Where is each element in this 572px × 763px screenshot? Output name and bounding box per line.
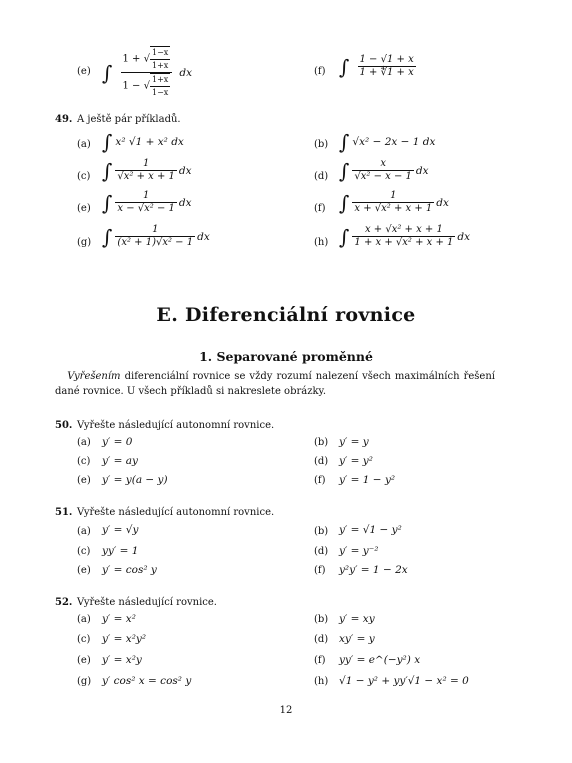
exercise-text: Vyřešte následující autonomní rovnice. <box>77 507 275 518</box>
equation: y′ = √y <box>102 524 139 536</box>
item-label: (c) <box>77 546 91 557</box>
item-label: (d) <box>314 634 329 645</box>
item-label: (b) <box>314 139 329 150</box>
item-label: (a) <box>77 614 91 625</box>
intro-paragraph <box>55 369 495 399</box>
integral-a: ∫ x² √1 + x² dx <box>102 130 184 154</box>
fraction-numerator: 1 <box>152 224 159 235</box>
fraction-denominator: x + √x² + x + 1 <box>354 203 433 214</box>
fraction-numerator: 1 − √1 + x <box>359 54 414 65</box>
section-title: E. Diferenciální rovnice <box>156 304 416 326</box>
equation: y′ = cos² y <box>102 564 157 576</box>
equation: y′ = y⁻² <box>339 545 379 557</box>
integral-f: ∫ $\frac{1 - √1 + x}{1 + ∜1 + x}$ <box>339 54 414 79</box>
num-left: 1 + <box>122 53 141 65</box>
integral-e: ∫ 1 + √ $\frac{1-x}{1+x}$ 1 − √ $\frac{1+x}{1-x}$ dx <box>102 48 193 97</box>
fraction-denominator: 1 + ∜1 + x <box>359 67 414 78</box>
item-label: (e) <box>77 66 91 77</box>
exercise-text: Vyřešte následující rovnice. <box>77 597 217 608</box>
equation: y′ = y <box>339 436 369 448</box>
fraction-numerator: 1 <box>142 190 150 201</box>
integral-c: ∫ $\frac{1}{\text{√x² + x + 1}}$ dx <box>102 158 192 183</box>
dx: dx <box>457 230 471 243</box>
exercise-text: A ještě pár příkladů. <box>77 114 181 125</box>
fraction-numerator: 1 <box>390 190 397 201</box>
item-label: (b) <box>314 614 329 625</box>
item-label: (c) <box>77 171 91 182</box>
integral-h: ∫ $\frac{\text{x + √x² + x + 1}}{\text{1 + x + √x² + x + 1}}$ dx <box>339 224 471 249</box>
fraction-numerator: 1 <box>142 158 150 169</box>
integrand: √x² − 2x − 1 dx <box>352 136 436 148</box>
page-number: 12 <box>279 705 293 716</box>
rad-den: 1+x <box>152 61 169 70</box>
exercise-number: 51. <box>55 507 73 518</box>
equation: y′ = y(a − y) <box>102 474 168 486</box>
exercise-number: 49. <box>55 114 73 125</box>
item-label: (a) <box>77 526 91 537</box>
item-label: (d) <box>314 456 329 467</box>
equation: y′ = √1 − y² <box>339 524 402 536</box>
item-label: (c) <box>77 634 91 645</box>
dx: dx <box>415 164 429 177</box>
dx: dx <box>179 66 193 79</box>
item-label: (f) <box>314 655 326 666</box>
equation: xy′ = y <box>339 633 375 645</box>
fraction-denominator: (x² + 1)√x² − 1 <box>117 237 194 248</box>
rad-num: 1−x <box>152 48 169 57</box>
exercise-number: 52. <box>55 597 73 608</box>
item-label: (d) <box>314 171 329 182</box>
equation: y′ = ay <box>102 455 138 467</box>
equation: y′ = x² <box>102 613 136 625</box>
integrand: x² √1 + x² dx <box>115 136 184 148</box>
equation: y′ = x²y <box>102 654 142 666</box>
item-label: (f) <box>314 66 326 77</box>
item-label: (g) <box>77 676 92 687</box>
equation: y²y′ = 1 − 2x <box>339 564 408 576</box>
fraction-numerator: x <box>380 158 386 169</box>
item-label: (g) <box>77 237 92 248</box>
item-label: (e) <box>77 475 91 486</box>
integral-f2: ∫ $\frac{1}{\text{x + √x² + x + 1}}$ dx <box>339 190 449 215</box>
fraction-denominator: √x² + x + 1 <box>117 171 175 182</box>
item-label: (f) <box>314 565 326 576</box>
item-label: (e) <box>77 203 91 214</box>
equation: √1 − y² + yy′√1 − x² = 0 <box>339 675 469 687</box>
fraction-denominator: 1 + x + √x² + x + 1 <box>354 237 454 248</box>
dx: dx <box>436 196 449 209</box>
equation: y′ = y² <box>339 455 373 467</box>
fraction-denominator: x − √x² − 1 <box>117 203 175 214</box>
integral-b: ∫ √x² − 2x − 1 dx <box>339 130 436 154</box>
item-label: (d) <box>314 546 329 557</box>
exercise-text: Vyřešte následující autonomní rovnice. <box>77 420 275 431</box>
rad-num: 1+x <box>152 75 169 84</box>
fraction-denominator: √x² − x − 1 <box>354 171 412 182</box>
item-label: (b) <box>314 437 329 448</box>
item-label: (a) <box>77 437 91 448</box>
rad-den: 1−x <box>152 88 169 97</box>
item-label: (f) <box>314 203 326 214</box>
item-label: (e) <box>77 565 91 576</box>
item-label: (a) <box>77 139 91 150</box>
equation: y′ = x²y² <box>102 633 147 645</box>
integral-g: ∫ $\frac{1}{\text{(x² + 1)√x² − 1}}$ dx <box>102 224 210 249</box>
equation: y′ = 0 <box>102 436 133 448</box>
item-label: (h) <box>314 676 329 687</box>
item-label: (c) <box>77 456 91 467</box>
item-label: (e) <box>77 655 91 666</box>
equation: y′ = 1 − y² <box>339 474 396 486</box>
integral-d: ∫ $\frac{x}{\text{√x² − x − 1}}$ dx <box>339 158 429 183</box>
subsection-title: 1. Separované proměnné <box>199 349 373 364</box>
den-left: 1 − <box>122 80 141 92</box>
equation: y′ cos² x = cos² y <box>102 675 192 687</box>
integral-e2: ∫ $\frac{1}{\text{x − √x² − 1}}$ dx <box>102 190 192 215</box>
item-label: (b) <box>314 526 329 537</box>
item-label: (h) <box>314 237 329 248</box>
dx: dx <box>178 164 192 177</box>
exercise-number: 50. <box>55 420 73 431</box>
equation: yy′ = e^(−y²) x <box>339 654 421 666</box>
fraction-numerator: x + √x² + x + 1 <box>364 224 443 235</box>
intro-emphasis: Vyřešením <box>67 371 121 382</box>
dx: dx <box>178 196 192 209</box>
intro-text: diferenciální rovnice se vždy rozumí nalezení všech maximálních řešení dané rovnice. U všech příkladů si nakreslete obrázky. <box>55 371 495 397</box>
dx: dx <box>197 230 210 243</box>
equation: y′ = xy <box>339 613 375 625</box>
equation: yy′ = 1 <box>102 545 139 557</box>
item-label: (f) <box>314 475 326 486</box>
